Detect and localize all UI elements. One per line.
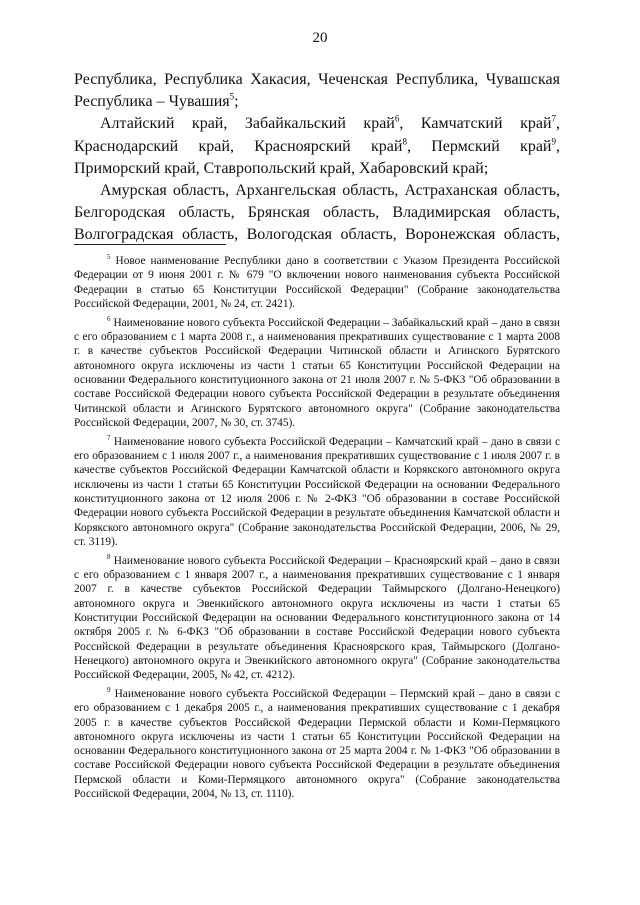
main-text [74,69,560,247]
footnote-text: Наименование нового субъекта Российской Федерации – Пермский край – дано в связи с его образованием с 1 декабря 2005 г., а наименования прекративших существование с 1 декабря 2005 г. в качестве субъектов Российской Федерации Пермской области и Коми-Пермяцкого автономного округа исключены из части 1 статьи 65 Конституции Российской Федерации на основании Федерального конституционного закона от 25 марта 2004 г. № 1-ФКЗ "Об образовании в составе Российской Федерации нового субъекта Российской Федерации в результате объединения Пермской области и Коми-Пермяцкого автономного округа" (Собрание законодательства Российской Федерации, 2004, № 13, ст. 1110). [74,687,560,801]
paragraph-oblasts [74,180,560,247]
footnote-ref-9[interactable]: 9 [551,136,556,147]
footnote-mark: 8 [107,552,111,561]
footnote-7 [74,435,560,549]
footnote-mark: 9 [107,686,111,695]
paragraph-tail: ; [234,93,239,111]
paragraph-text: , Приморский край, Ставропольский край, Хабаровский край; [74,137,560,177]
paragraph-text: Республика, Республика Хакасия, Чеченская Республика, Чувашская Республика – Чувашия [74,71,560,111]
footnote-5 [74,254,560,311]
footnote-mark: 6 [107,315,111,323]
footnote-ref-6[interactable]: 6 [394,114,400,125]
footnote-6 [74,316,560,430]
footnote-text: Наименование нового субъекта Российской Федерации – Камчатский край – дано в связи с его образованием с 1 июля 2007 г., а наименования прекративших существование с 1 июля 2007 г. в качестве субъектов Российской Федерации Камчатской области и Корякского автономного округа исключены из части 1 статьи 65 Конституции Российской Федерации на основании Федерального конституционного закона от 12 июля 2006 г. № 2-ФКЗ "Об образовании в составе Российской Федерации нового субъекта Российской Федерации в результате объединения Камчатской области и Корякского автономного округа" (Собрание законодательства Российской Федерации, 2006, № 29, ст. 3119). [74,435,560,548]
footnote-8 [74,554,560,683]
footnote-mark: 7 [107,433,111,442]
paragraph-text: Алтайский край, Забайкальский край [100,115,395,133]
footnote-ref-8[interactable]: 8 [402,136,407,147]
footnote-ref-5[interactable]: 5 [229,91,235,102]
footnotes [74,254,560,806]
footnote-text: Наименование нового субъекта Российской Федерации – Забайкальский край – дано в связи с его образованием с 1 марта 2008 г., а наименования прекративших существование с 1 марта 2008 г. в качестве субъектов Российской Федерации Читинской области и Агинского Бурятского автономного округа исключены из части 1 статьи 65 Конституции Российской Федерации на основании Федерального конституционного закона от 21 июля 2007 г. № 5-ФКЗ "Об образовании в составе Российской Федерации нового субъекта Российской Федерации в результате объединения Читинской области и Агинского Бурятского автономного округа" (Собрание законодательства Российской Федерации, 2007, № 30, ст. 3745). [74,316,560,429]
page-number: 20 [312,30,328,46]
paragraph-text: , Пермский край [406,137,552,155]
footnote-9 [74,687,560,801]
paragraph-text: , Краснодарский край, Красноярский край [74,115,561,155]
footnote-separator [74,244,226,245]
paragraph-text: Амурская область, Архангельская область, Астраханская область, Белгородская область, Брянская область, Владимирская область, Волгоградская область, Вологодская область, Воронежская область, [74,182,560,244]
footnote-text: Новое наименование Республики дано в соответствии с Указом Президента Российской Федерации от 9 июня 2001 г. № 679 "О включении нового наименования субъекта Российской Федерации в статью 65 Конституции Российской Федерации" (Собрание законодательства Российской Федерации, 2001, № 24, ст. 2421). [74,255,560,310]
footnote-mark: 5 [107,253,111,262]
footnote-ref-7[interactable]: 7 [551,114,557,125]
paragraph-krais [74,113,560,180]
footnote-text: Наименование нового субъекта Российской Федерации – Красноярский край – дано в связи с его образованием с 1 января 2007 г., а наименования прекративших существование с 1 января 2007 г. в качестве субъектов Российской Федерации Таймырского (Долгано-Ненецкого) автономного округа и Эвенкийского автономного округа исключены из части 1 статьи 65 Конституции Российской Федерации на основании Федерального конституционного закона от 14 октября 2005 г. № 6-ФКЗ "Об образовании в составе Российской Федерации нового субъекта Российской Федерации в результате объединения Красноярского края, Таймырского (Долгано-Ненецкого) автономного округа и Эвенкийского автономного округа" (Собрание законодательства Российской Федерации, 2005, № 42, ст. 4212). [74,554,560,682]
paragraph-republics-end [74,69,560,113]
paragraph-text: , Камчатский край [399,115,552,133]
